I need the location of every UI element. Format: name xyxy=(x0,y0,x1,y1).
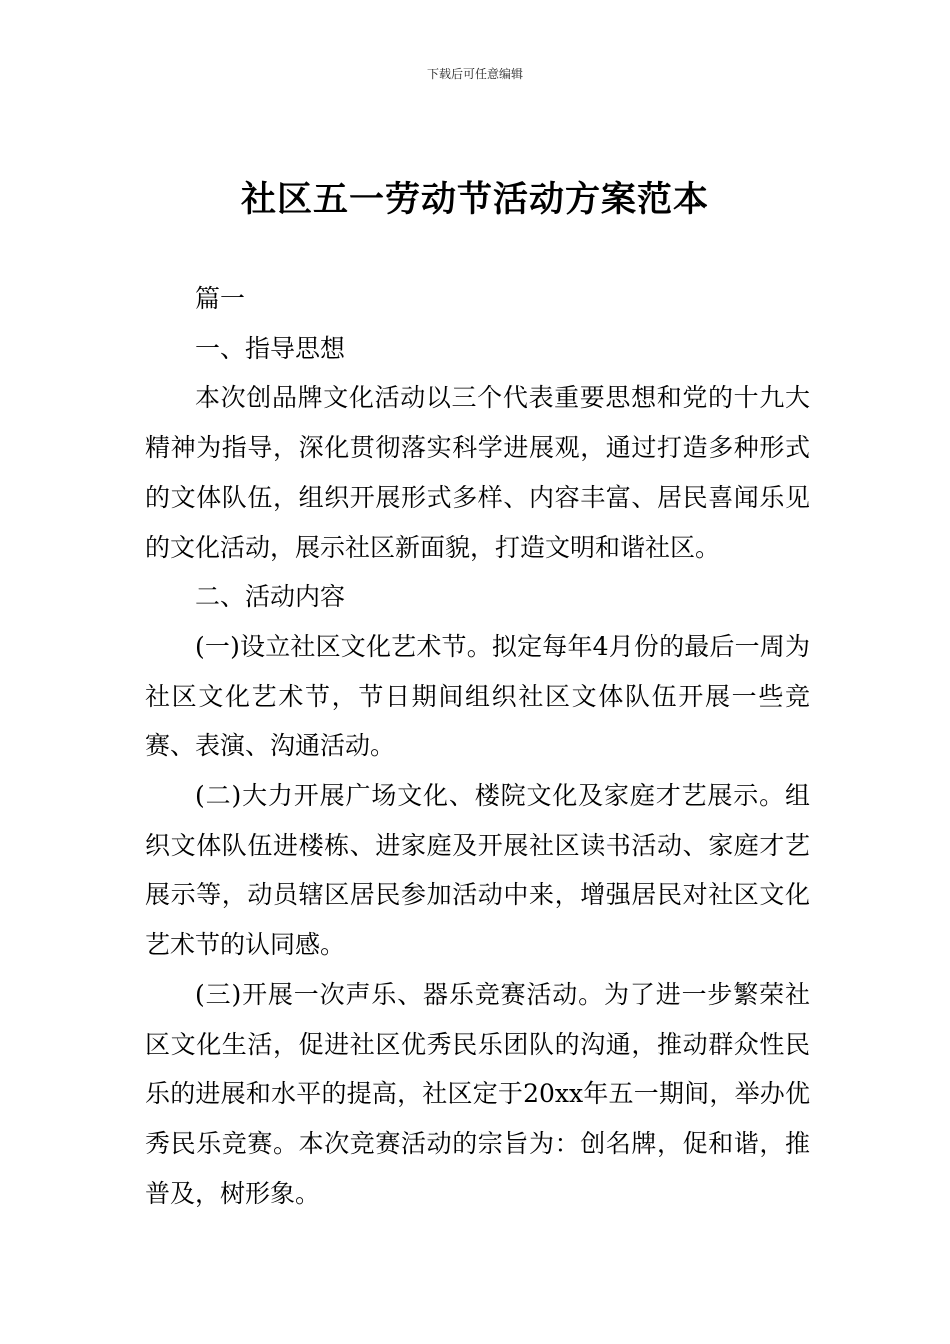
header-note: 下载后可任意编辑 xyxy=(426,67,523,81)
paragraph-guiding-ideology: 本次创品牌文化活动以三个代表重要思想和党的十九大精神为指导，深化贯彻落实科学进展观，通过打造多种形式的文体队伍，组织开展形式多样、内容丰富、居民喜闻乐见的文化活动，展示社区新面貌，打造文明和谐社区。 xyxy=(145,383,810,562)
document-title: 社区五一劳动节活动方案范本 xyxy=(240,180,709,220)
paragraph-item-3: (三)开展一次声乐、器乐竞赛活动。为了进一步繁荣社区文化生活，促进社区优秀民乐团队的沟通，推动群众性民乐的进展和水平的提高，社区定于20xx年五一期间，举办优秀民乐竞赛。本次竞赛活动的宗旨为：创名牌，促和谐，推普及，树形象。 xyxy=(145,979,810,1208)
document-body xyxy=(145,274,810,1218)
section-heading-activity-content: 二、活动内容 xyxy=(195,582,346,612)
paragraph-item-1: (一)设立社区文化艺术节。拟定每年4月份的最后一周为社区文化艺术节，节日期间组织社区文体队伍开展一些竞赛、表演、沟通活动。 xyxy=(145,631,810,761)
paragraph-item-2: (二)大力开展广场文化、楼院文化及家庭才艺展示。组织文体队伍进楼栋、进家庭及开展社区读书活动、家庭才艺展示等，动员辖区居民参加活动中来，增强居民对社区文化艺术节的认同感。 xyxy=(145,781,810,960)
part-label: 篇一 xyxy=(195,284,246,313)
section-heading-guiding-ideology: 一、指导思想 xyxy=(195,333,346,363)
